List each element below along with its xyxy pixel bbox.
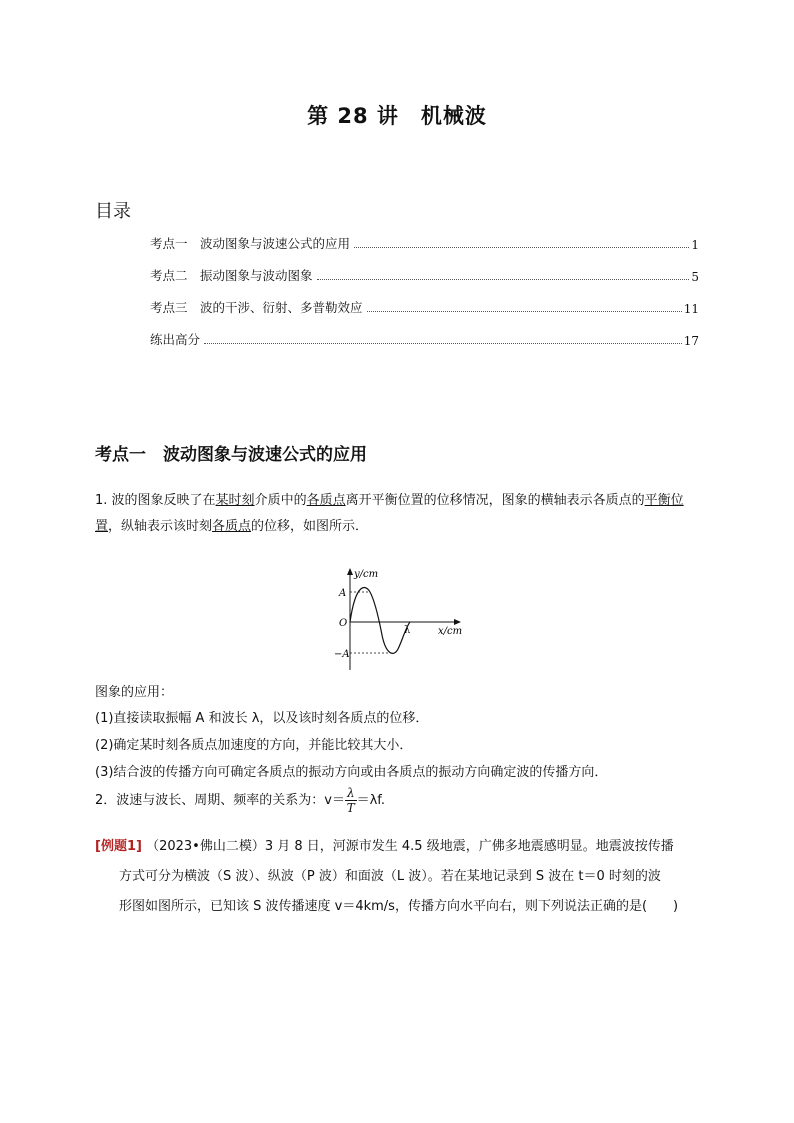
toc-item-label: 考点三 波的干涉、衍射、多普勒效应 — [150, 300, 363, 315]
example-problem — [95, 832, 699, 922]
wave-speed-formula: 2．波速与波长、周期、频率的关系为：v＝ $\frac{\lambda}{T}$ ＝λf. — [95, 786, 386, 815]
application-item-1: (1)直接读取振幅 A 和波长 λ，以及该时刻各质点的位移． — [95, 711, 429, 726]
example-tag: [例题1] — [95, 839, 142, 854]
toc-heading: 目录 — [95, 201, 131, 222]
application-item-3: (3)结合波的传播方向可确定各质点的振动方向或由各质点的振动方向确定波的传播方向． — [95, 765, 608, 780]
origin-label: O — [339, 618, 348, 629]
toc-page-number: 5 — [691, 270, 699, 284]
example-line: （2023•佛山二模）3 月 8 日，河源市发生 4.5 级地震，广佛多地震感明显。地震波按传播 — [146, 839, 674, 854]
application-item-2: (2)确定某时刻各质点加速度的方向，并能比较其大小． — [95, 738, 413, 753]
x-axis-label: x/cm — [438, 626, 463, 637]
y-axis-arrow — [347, 568, 353, 575]
toc-item-2[interactable] — [150, 266, 699, 284]
toc-page-number: 1 — [691, 238, 699, 252]
toc-item-label: 练出高分 — [150, 332, 201, 347]
toc-item-4[interactable] — [150, 330, 699, 348]
section-heading: 考点一 波动图象与波速公式的应用 — [95, 445, 367, 465]
wave-curve — [350, 588, 410, 654]
toc-leader — [317, 279, 690, 280]
x-axis-arrow — [454, 619, 461, 625]
toc-leader — [204, 343, 682, 344]
underlined-term: 各质点 — [212, 519, 252, 534]
example-line: 形图如图所示，已知该 S 波传播速度 v＝4km/s，传播方向水平向右，则下列说法正确的是( ) — [119, 899, 679, 914]
applications-heading: 图象的应用： — [95, 685, 174, 700]
toc-page-number: 11 — [683, 302, 699, 316]
underlined-term: 某时刻 — [215, 493, 255, 508]
toc-item-label: 考点二 振动图象与波动图象 — [150, 268, 313, 283]
underlined-term: 各质点 — [306, 493, 346, 508]
paragraph-wave-graph: 1. 波的图象反映了在某时刻介质中的各质点离开平衡位置的位移情况，图象的横轴表示各质点的平衡位置，纵轴表示该时刻各质点的位移，如图所示． — [95, 493, 684, 534]
underlined-term: 平衡位置 — [95, 493, 684, 534]
wavelength-label: λ — [404, 625, 411, 636]
toc-item-label: 考点一 波动图象与波速公式的应用 — [150, 236, 351, 251]
wave-graph-figure — [330, 565, 470, 670]
toc-leader — [367, 311, 682, 312]
toc-item-1[interactable] — [150, 234, 699, 252]
neg-amplitude-label: −A — [334, 649, 350, 660]
y-axis-label: y/cm — [354, 569, 379, 580]
page-title: 第 28 讲 机械波 — [307, 104, 487, 128]
amplitude-label: A — [339, 588, 347, 599]
toc-page-number: 17 — [683, 334, 699, 348]
toc-leader — [354, 247, 689, 248]
toc-item-3[interactable] — [150, 298, 699, 316]
fraction: $\frac{\lambda}{T}$ — [346, 786, 355, 815]
example-line: 方式可分为横波（S 波）、纵波（P 波）和面波（L 波）。若在某地记录到 S 波在 t＝0 时刻的波 — [119, 869, 661, 884]
